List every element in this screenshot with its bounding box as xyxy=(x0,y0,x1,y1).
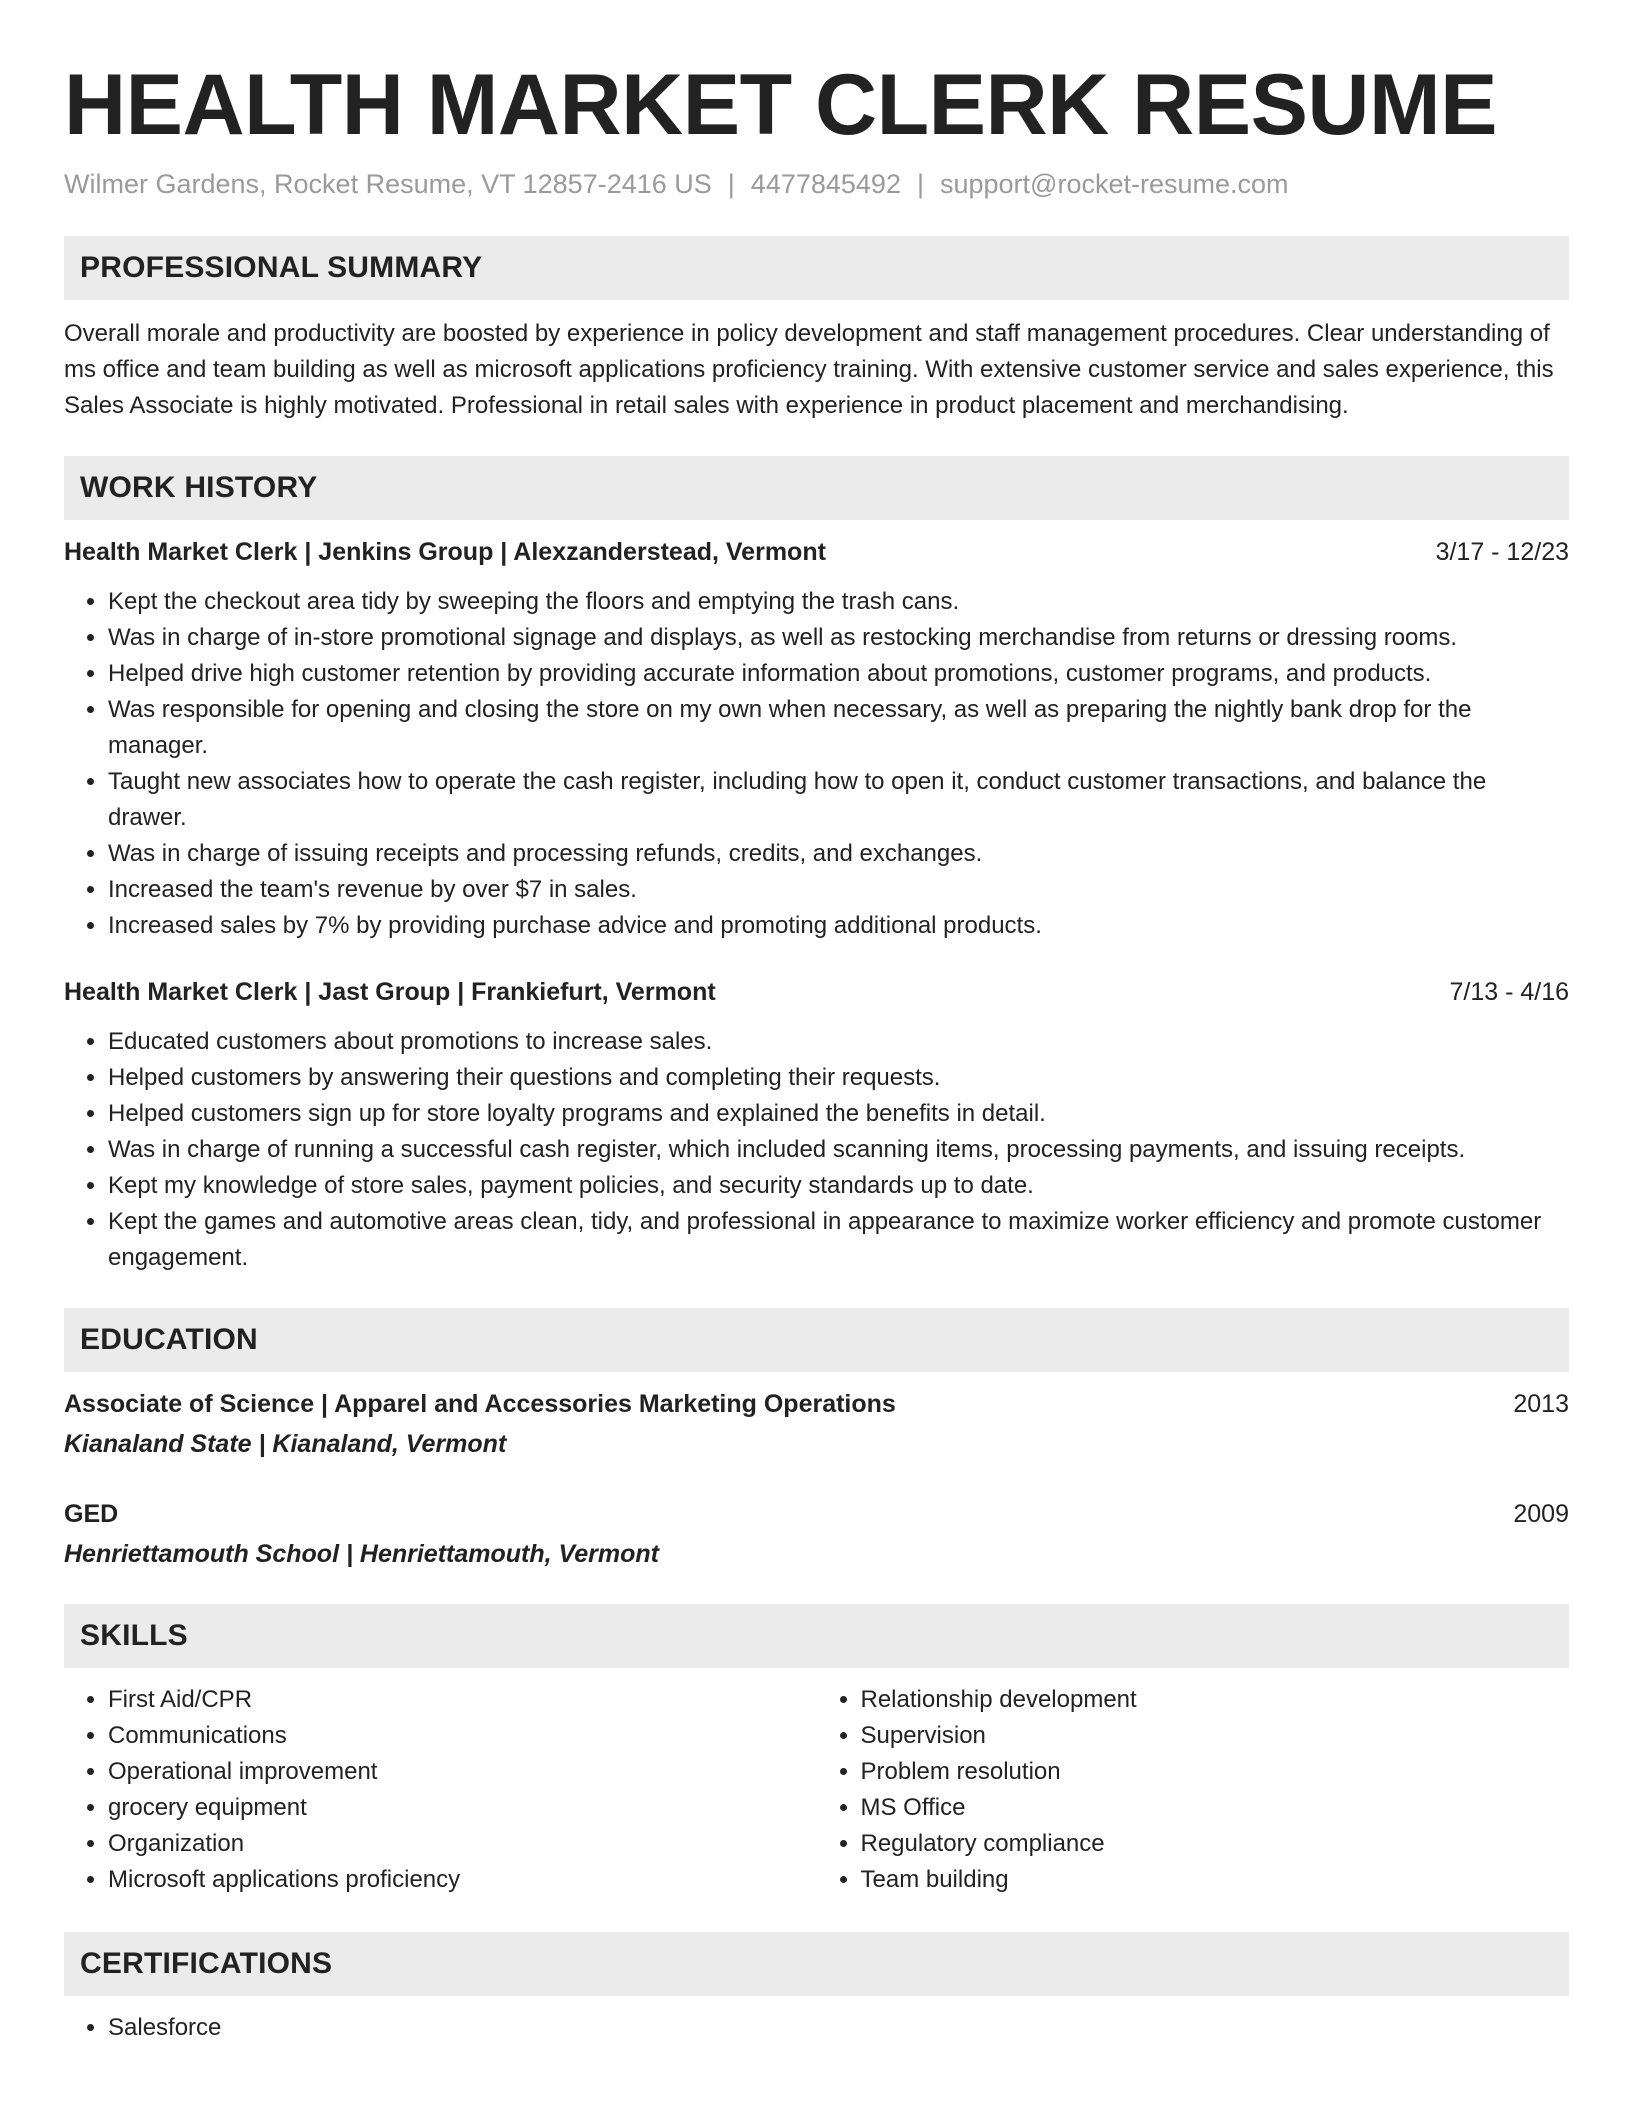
job-bullet: • Helped customers by answering their questions and completing their requests. xyxy=(108,1060,1569,1096)
contact-line xyxy=(64,166,1569,202)
job-bullet: • Taught new associates how to operate the cash register, including how to open it, conduct customer transactions, and balance the drawer. xyxy=(108,764,1569,836)
job-bullet: • Increased the team's revenue by over $7 in sales. xyxy=(108,872,1569,908)
job-bullet: • Was in charge of running a successful cash register, which included scanning items, processing payments, and issuing receipts. xyxy=(108,1132,1569,1168)
education-school: Henriettamouth School | Henriettamouth, Vermont xyxy=(64,1540,659,1568)
job-header xyxy=(64,974,1569,1010)
job-entry xyxy=(64,534,1569,944)
contact-email: support@rocket-resume.com xyxy=(939,169,1289,199)
job-bullet: • Kept my knowledge of store sales, payment policies, and security standards up to date. xyxy=(108,1168,1569,1204)
education-heading: EDUCATION xyxy=(64,1308,1569,1372)
job-bullet: • Was in charge of issuing receipts and processing refunds, credits, and exchanges. xyxy=(108,836,1569,872)
skill-item: • Supervision xyxy=(861,1718,1570,1754)
education-entry xyxy=(64,1496,1569,1572)
education-year: 2013 xyxy=(1513,1390,1569,1418)
job-title: Health Market Clerk | Jast Group | Frankiefurt, Vermont xyxy=(64,978,716,1006)
education-year: 2009 xyxy=(1513,1500,1569,1528)
skill-item: • Communications xyxy=(108,1718,817,1754)
resume-title: HEALTH MARKET CLERK RESUME xyxy=(64,57,1498,153)
work-history-section xyxy=(64,456,1569,1276)
skill-item: • Organization xyxy=(108,1826,817,1862)
skills-section xyxy=(64,1604,1569,1898)
job-bullet: • Helped drive high customer retention by providing accurate information about promotions, customer programs, and products. xyxy=(108,656,1569,692)
job-bullet: • Educated customers about promotions to increase sales. xyxy=(108,1024,1569,1060)
skill-item: • MS Office xyxy=(861,1790,1570,1826)
work-history-heading: WORK HISTORY xyxy=(64,456,1569,520)
education-header xyxy=(64,1496,1569,1532)
skill-item: • Regulatory compliance xyxy=(861,1826,1570,1862)
job-dates: 3/17 - 12/23 xyxy=(1435,538,1569,566)
certifications-list xyxy=(64,2010,1569,2046)
skill-item: • Team building xyxy=(861,1862,1570,1898)
job-entry xyxy=(64,974,1569,1276)
job-bullet: • Kept the games and automotive areas clean, tidy, and professional in appearance to maximize worker efficiency and promote customer engagement. xyxy=(108,1204,1569,1276)
job-header xyxy=(64,534,1569,570)
summary-section xyxy=(64,236,1569,424)
job-bullet: • Was in charge of in-store promotional signage and displays, as well as restocking merchandise from returns or dressing rooms. xyxy=(108,620,1569,656)
certification-item: • Salesforce xyxy=(108,2010,1569,2046)
skill-item: • Problem resolution xyxy=(861,1754,1570,1790)
skill-item: • Operational improvement xyxy=(108,1754,817,1790)
job-dates: 7/13 - 4/16 xyxy=(1449,978,1569,1006)
education-section xyxy=(64,1308,1569,1572)
contact-address: Wilmer Gardens, Rocket Resume, VT 12857-2416 US xyxy=(64,169,712,199)
education-school: Kianaland State | Kianaland, Vermont xyxy=(64,1430,507,1458)
education-degree: GED xyxy=(64,1500,119,1528)
certifications-heading: CERTIFICATIONS xyxy=(64,1932,1569,1996)
contact-separator: | xyxy=(916,169,924,199)
job-bullets xyxy=(64,1024,1569,1276)
skills-heading: SKILLS xyxy=(64,1604,1569,1668)
job-bullet: • Helped customers sign up for store loyalty programs and explained the benefits in detail. xyxy=(108,1096,1569,1132)
skill-item: • First Aid/CPR xyxy=(108,1682,817,1718)
summary-text: Overall morale and productivity are boosted by experience in policy development and staff management procedures. Clear understanding of ms office and team building as well as microsoft applications proficiency training. With extensive customer service and sales experience, this Sales Associate is highly motivated. Professional in retail sales with experience in product placement and merchandising. xyxy=(64,320,1554,419)
skills-column-right xyxy=(817,1682,1570,1898)
job-bullet: • Increased sales by 7% by providing purchase advice and promoting additional products. xyxy=(108,908,1569,944)
skills-column-left xyxy=(64,1682,817,1898)
skill-item: • Microsoft applications proficiency xyxy=(108,1862,817,1898)
job-bullet: • Was responsible for opening and closing the store on my own when necessary, as well as preparing the nightly bank drop for the manager. xyxy=(108,692,1569,764)
education-entry xyxy=(64,1386,1569,1462)
summary-heading: PROFESSIONAL SUMMARY xyxy=(64,236,1569,300)
job-title: Health Market Clerk | Jenkins Group | Alexzanderstead, Vermont xyxy=(64,538,826,566)
education-degree: Associate of Science | Apparel and Accessories Marketing Operations xyxy=(64,1390,896,1418)
contact-phone: 4477845492 xyxy=(750,169,901,199)
skills-grid xyxy=(64,1682,1569,1898)
skill-item: • grocery equipment xyxy=(108,1790,817,1826)
education-header xyxy=(64,1386,1569,1422)
job-bullet: • Kept the checkout area tidy by sweeping the floors and emptying the trash cans. xyxy=(108,584,1569,620)
contact-separator: | xyxy=(727,169,735,199)
skill-item: • Relationship development xyxy=(861,1682,1570,1718)
certifications-section xyxy=(64,1932,1569,2046)
job-bullets xyxy=(64,584,1569,944)
